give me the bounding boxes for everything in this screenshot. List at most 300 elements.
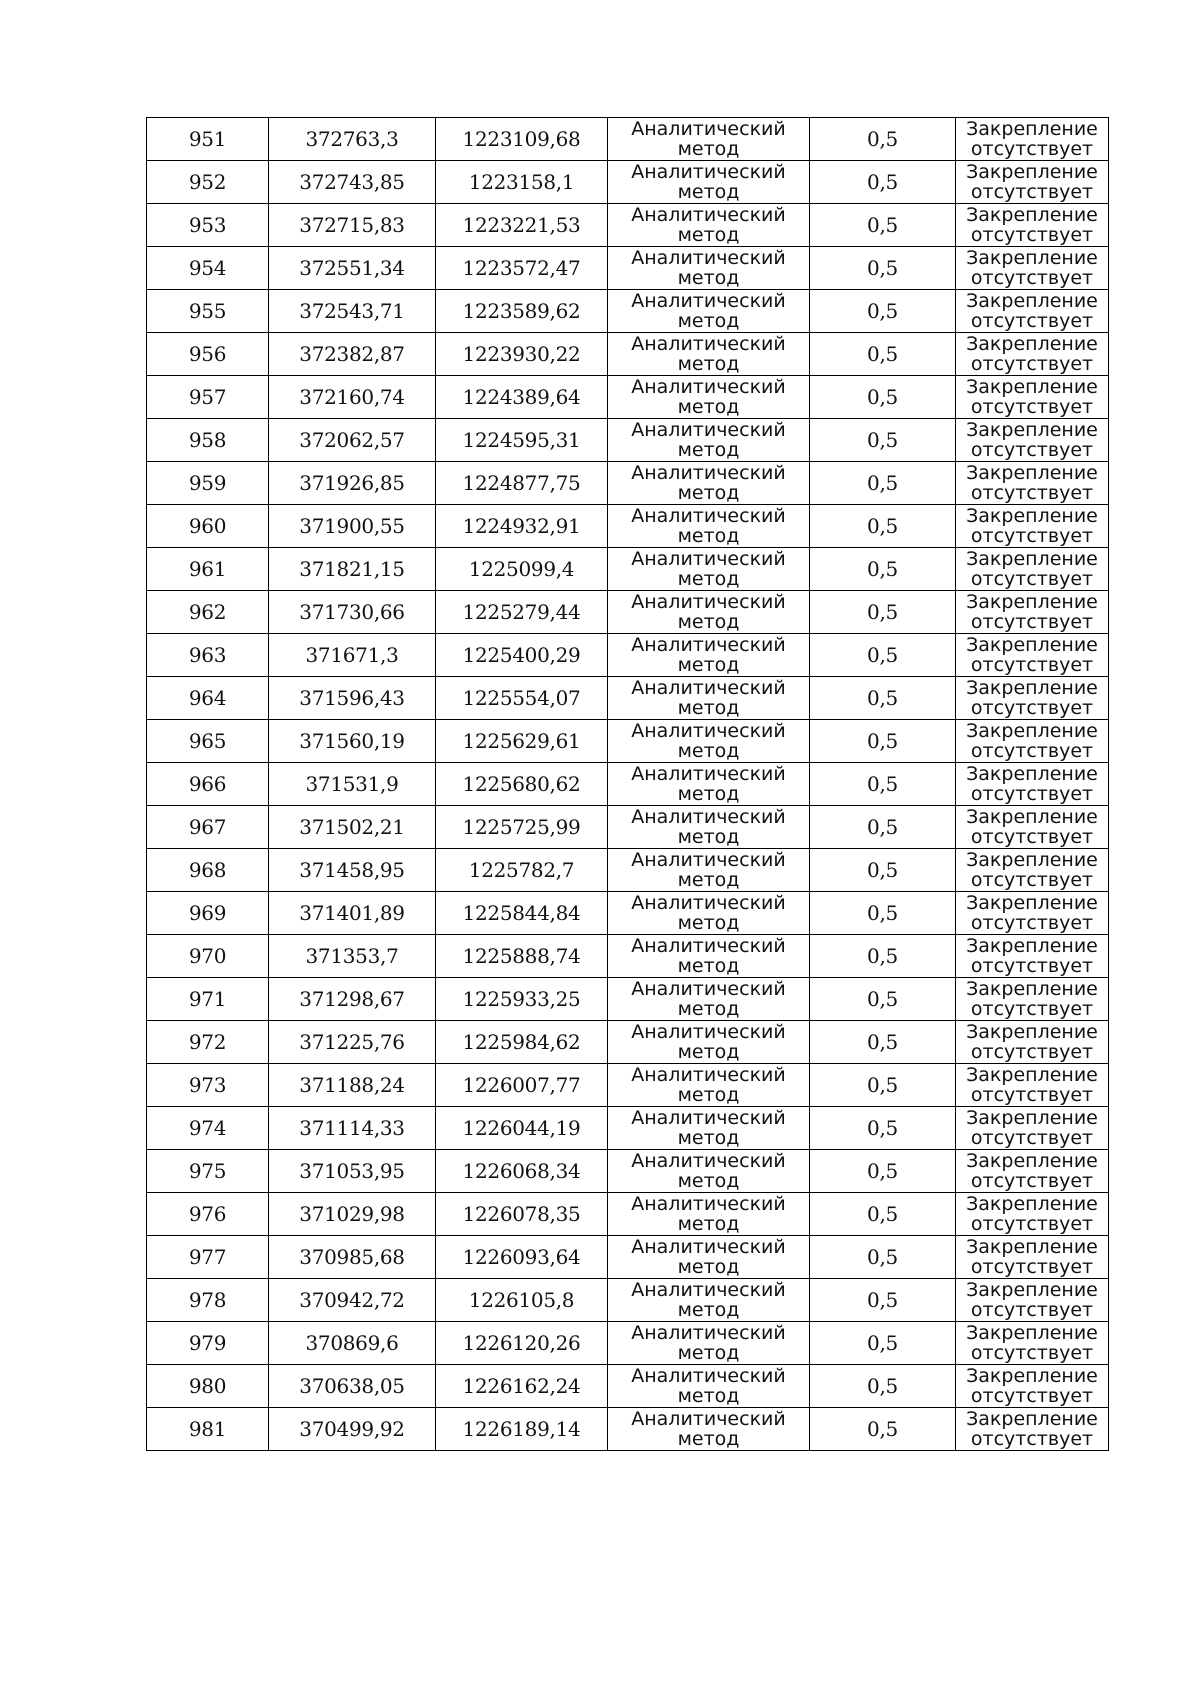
method-cell: [608, 1150, 810, 1193]
accuracy-cell: 0,5: [810, 1236, 956, 1279]
method-line-2: метод: [677, 1041, 740, 1063]
method-line-1: Аналитический: [631, 204, 786, 226]
point-number-cell: 974: [147, 1107, 269, 1150]
table-row: [147, 1365, 1109, 1408]
y-coordinate-cell: 1225844,84: [436, 892, 608, 935]
y-coordinate-cell: 1226068,34: [436, 1150, 608, 1193]
method-line-1: Аналитический: [631, 505, 786, 527]
method-cell: [608, 290, 810, 333]
method-cell: [608, 1236, 810, 1279]
method-line-1: Аналитический: [631, 1150, 786, 1172]
fixation-line-1: Закрепление: [966, 204, 1098, 226]
fixation-cell: [956, 247, 1109, 290]
fixation-line-2: отсутствует: [970, 267, 1094, 289]
y-coordinate-cell: 1226189,14: [436, 1408, 608, 1451]
table-row: [147, 1193, 1109, 1236]
y-coordinate-cell: 1225984,62: [436, 1021, 608, 1064]
method-line-2: метод: [677, 1385, 740, 1407]
x-coordinate-cell: 372551,34: [269, 247, 436, 290]
table-row: [147, 1408, 1109, 1451]
y-coordinate-cell: 1226044,19: [436, 1107, 608, 1150]
fixation-cell: [956, 849, 1109, 892]
x-coordinate-cell: 371458,95: [269, 849, 436, 892]
fixation-line-1: Закрепление: [966, 677, 1098, 699]
y-coordinate-cell: 1226007,77: [436, 1064, 608, 1107]
method-line-1: Аналитический: [631, 634, 786, 656]
method-cell: [608, 1408, 810, 1451]
method-line-2: метод: [677, 353, 740, 375]
method-line-2: метод: [677, 740, 740, 762]
table-row: [147, 1021, 1109, 1064]
method-line-2: метод: [677, 697, 740, 719]
fixation-line-1: Закрепление: [966, 1279, 1098, 1301]
method-cell: [608, 118, 810, 161]
fixation-cell: [956, 935, 1109, 978]
table-row: [147, 118, 1109, 161]
x-coordinate-cell: 371821,15: [269, 548, 436, 591]
fixation-cell: [956, 1193, 1109, 1236]
method-line-2: метод: [677, 439, 740, 461]
x-coordinate-cell: 370869,6: [269, 1322, 436, 1365]
fixation-cell: [956, 161, 1109, 204]
fixation-line-1: Закрепление: [966, 892, 1098, 914]
x-coordinate-cell: 370638,05: [269, 1365, 436, 1408]
fixation-line-1: Закрепление: [966, 1064, 1098, 1086]
x-coordinate-cell: 370985,68: [269, 1236, 436, 1279]
method-cell: [608, 1193, 810, 1236]
method-line-1: Аналитический: [631, 892, 786, 914]
y-coordinate-cell: 1223158,1: [436, 161, 608, 204]
method-line-1: Аналитический: [631, 290, 786, 312]
method-line-2: метод: [677, 1342, 740, 1364]
y-coordinate-cell: 1225888,74: [436, 935, 608, 978]
table-row: [147, 161, 1109, 204]
method-line-2: метод: [677, 1428, 740, 1450]
fixation-line-2: отсутствует: [970, 224, 1094, 246]
fixation-cell: [956, 1150, 1109, 1193]
table-row: [147, 1107, 1109, 1150]
point-number-cell: 960: [147, 505, 269, 548]
point-number-cell: 953: [147, 204, 269, 247]
x-coordinate-cell: 372715,83: [269, 204, 436, 247]
y-coordinate-cell: 1223109,68: [436, 118, 608, 161]
accuracy-cell: 0,5: [810, 806, 956, 849]
x-coordinate-cell: 371926,85: [269, 462, 436, 505]
x-coordinate-cell: 371353,7: [269, 935, 436, 978]
x-coordinate-cell: 371671,3: [269, 634, 436, 677]
method-line-2: метод: [677, 611, 740, 633]
fixation-line-1: Закрепление: [966, 419, 1098, 441]
y-coordinate-cell: 1223572,47: [436, 247, 608, 290]
table-row: [147, 247, 1109, 290]
y-coordinate-cell: 1225629,61: [436, 720, 608, 763]
method-cell: [608, 247, 810, 290]
method-cell: [608, 806, 810, 849]
x-coordinate-cell: 370942,72: [269, 1279, 436, 1322]
method-line-1: Аналитический: [631, 1193, 786, 1215]
fixation-cell: [956, 591, 1109, 634]
method-line-1: Аналитический: [631, 591, 786, 613]
fixation-line-1: Закрепление: [966, 935, 1098, 957]
fixation-cell: [956, 763, 1109, 806]
y-coordinate-cell: 1226162,24: [436, 1365, 608, 1408]
fixation-cell: [956, 419, 1109, 462]
fixation-line-2: отсутствует: [970, 611, 1094, 633]
fixation-line-1: Закрепление: [966, 290, 1098, 312]
method-line-2: метод: [677, 396, 740, 418]
fixation-line-2: отсутствует: [970, 654, 1094, 676]
y-coordinate-cell: 1223589,62: [436, 290, 608, 333]
y-coordinate-cell: 1225933,25: [436, 978, 608, 1021]
method-line-1: Аналитический: [631, 677, 786, 699]
point-number-cell: 957: [147, 376, 269, 419]
accuracy-cell: 0,5: [810, 892, 956, 935]
fixation-line-1: Закрепление: [966, 720, 1098, 742]
method-cell: [608, 1107, 810, 1150]
method-line-1: Аналитический: [631, 419, 786, 441]
table-row: [147, 720, 1109, 763]
method-cell: [608, 1279, 810, 1322]
x-coordinate-cell: 372062,57: [269, 419, 436, 462]
accuracy-cell: 0,5: [810, 1064, 956, 1107]
point-number-cell: 971: [147, 978, 269, 1021]
x-coordinate-cell: 371401,89: [269, 892, 436, 935]
method-line-1: Аналитический: [631, 1107, 786, 1129]
accuracy-cell: 0,5: [810, 763, 956, 806]
y-coordinate-cell: 1226120,26: [436, 1322, 608, 1365]
fixation-cell: [956, 978, 1109, 1021]
accuracy-cell: 0,5: [810, 333, 956, 376]
method-cell: [608, 419, 810, 462]
point-number-cell: 976: [147, 1193, 269, 1236]
point-number-cell: 979: [147, 1322, 269, 1365]
accuracy-cell: 0,5: [810, 290, 956, 333]
table-row: [147, 548, 1109, 591]
method-cell: [608, 1365, 810, 1408]
fixation-line-1: Закрепление: [966, 806, 1098, 828]
table-row: [147, 1064, 1109, 1107]
table-row: [147, 892, 1109, 935]
fixation-line-1: Закрепление: [966, 1408, 1098, 1430]
y-coordinate-cell: 1223930,22: [436, 333, 608, 376]
method-line-2: метод: [677, 1170, 740, 1192]
point-number-cell: 961: [147, 548, 269, 591]
y-coordinate-cell: 1224932,91: [436, 505, 608, 548]
point-number-cell: 969: [147, 892, 269, 935]
point-number-cell: 954: [147, 247, 269, 290]
table-row: [147, 290, 1109, 333]
fixation-cell: [956, 892, 1109, 935]
y-coordinate-cell: 1223221,53: [436, 204, 608, 247]
fixation-line-2: отсутствует: [970, 912, 1094, 934]
fixation-line-1: Закрепление: [966, 1365, 1098, 1387]
fixation-line-2: отсутствует: [970, 1084, 1094, 1106]
fixation-line-1: Закрепление: [966, 462, 1098, 484]
method-line-1: Аналитический: [631, 1064, 786, 1086]
table-row: [147, 806, 1109, 849]
x-coordinate-cell: 372743,85: [269, 161, 436, 204]
point-number-cell: 964: [147, 677, 269, 720]
method-line-1: Аналитический: [631, 1322, 786, 1344]
x-coordinate-cell: 371596,43: [269, 677, 436, 720]
method-line-1: Аналитический: [631, 376, 786, 398]
method-line-2: метод: [677, 826, 740, 848]
fixation-cell: [956, 677, 1109, 720]
method-line-1: Аналитический: [631, 462, 786, 484]
accuracy-cell: 0,5: [810, 849, 956, 892]
method-line-2: метод: [677, 998, 740, 1020]
fixation-line-2: отсутствует: [970, 1299, 1094, 1321]
method-line-2: метод: [677, 525, 740, 547]
y-coordinate-cell: 1225099,4: [436, 548, 608, 591]
method-cell: [608, 161, 810, 204]
x-coordinate-cell: 371053,95: [269, 1150, 436, 1193]
method-line-2: метод: [677, 912, 740, 934]
method-line-1: Аналитический: [631, 806, 786, 828]
fixation-cell: [956, 1408, 1109, 1451]
fixation-line-2: отсутствует: [970, 482, 1094, 504]
accuracy-cell: 0,5: [810, 247, 956, 290]
fixation-line-2: отсутствует: [970, 353, 1094, 375]
y-coordinate-cell: 1225279,44: [436, 591, 608, 634]
table-row: [147, 1322, 1109, 1365]
fixation-cell: [956, 333, 1109, 376]
accuracy-cell: 0,5: [810, 161, 956, 204]
table-row: [147, 376, 1109, 419]
accuracy-cell: 0,5: [810, 204, 956, 247]
x-coordinate-cell: 371298,67: [269, 978, 436, 1021]
accuracy-cell: 0,5: [810, 1365, 956, 1408]
fixation-line-2: отсутствует: [970, 740, 1094, 762]
x-coordinate-cell: 371560,19: [269, 720, 436, 763]
fixation-line-1: Закрепление: [966, 1193, 1098, 1215]
x-coordinate-cell: 371225,76: [269, 1021, 436, 1064]
fixation-line-2: отсутствует: [970, 1342, 1094, 1364]
fixation-line-2: отсутствует: [970, 826, 1094, 848]
table-body: [147, 118, 1109, 1451]
point-number-cell: 978: [147, 1279, 269, 1322]
fixation-cell: [956, 505, 1109, 548]
fixation-cell: [956, 1236, 1109, 1279]
x-coordinate-cell: 371114,33: [269, 1107, 436, 1150]
point-number-cell: 968: [147, 849, 269, 892]
fixation-line-2: отсутствует: [970, 1428, 1094, 1450]
fixation-cell: [956, 1064, 1109, 1107]
coordinates-table: [146, 117, 1109, 1451]
method-line-1: Аналитический: [631, 161, 786, 183]
fixation-cell: [956, 634, 1109, 677]
accuracy-cell: 0,5: [810, 1322, 956, 1365]
method-cell: [608, 935, 810, 978]
fixation-line-2: отсутствует: [970, 1041, 1094, 1063]
fixation-line-1: Закрепление: [966, 763, 1098, 785]
method-cell: [608, 333, 810, 376]
point-number-cell: 967: [147, 806, 269, 849]
x-coordinate-cell: 370499,92: [269, 1408, 436, 1451]
method-line-1: Аналитический: [631, 720, 786, 742]
point-number-cell: 956: [147, 333, 269, 376]
y-coordinate-cell: 1224595,31: [436, 419, 608, 462]
x-coordinate-cell: 372382,87: [269, 333, 436, 376]
method-line-2: метод: [677, 267, 740, 289]
fixation-line-1: Закрепление: [966, 505, 1098, 527]
fixation-line-1: Закрепление: [966, 333, 1098, 355]
fixation-line-2: отсутствует: [970, 955, 1094, 977]
fixation-line-1: Закрепление: [966, 634, 1098, 656]
method-cell: [608, 376, 810, 419]
accuracy-cell: 0,5: [810, 1408, 956, 1451]
point-number-cell: 951: [147, 118, 269, 161]
method-line-1: Аналитический: [631, 1236, 786, 1258]
method-line-1: Аналитический: [631, 1021, 786, 1043]
fixation-line-1: Закрепление: [966, 161, 1098, 183]
point-number-cell: 962: [147, 591, 269, 634]
point-number-cell: 981: [147, 1408, 269, 1451]
x-coordinate-cell: 371730,66: [269, 591, 436, 634]
y-coordinate-cell: 1224877,75: [436, 462, 608, 505]
fixation-cell: [956, 1365, 1109, 1408]
method-line-2: метод: [677, 568, 740, 590]
table-row: [147, 763, 1109, 806]
accuracy-cell: 0,5: [810, 1150, 956, 1193]
fixation-line-2: отсутствует: [970, 181, 1094, 203]
table-row: [147, 1236, 1109, 1279]
table-row: [147, 462, 1109, 505]
method-line-1: Аналитический: [631, 849, 786, 871]
fixation-cell: [956, 462, 1109, 505]
point-number-cell: 955: [147, 290, 269, 333]
fixation-line-2: отсутствует: [970, 998, 1094, 1020]
method-line-2: метод: [677, 138, 740, 160]
point-number-cell: 958: [147, 419, 269, 462]
accuracy-cell: 0,5: [810, 1193, 956, 1236]
fixation-cell: [956, 1279, 1109, 1322]
table-row: [147, 1150, 1109, 1193]
fixation-cell: [956, 720, 1109, 763]
fixation-line-2: отсутствует: [970, 138, 1094, 160]
fixation-line-2: отсутствует: [970, 869, 1094, 891]
accuracy-cell: 0,5: [810, 935, 956, 978]
method-line-2: метод: [677, 310, 740, 332]
point-number-cell: 963: [147, 634, 269, 677]
method-line-1: Аналитический: [631, 118, 786, 140]
method-line-1: Аналитический: [631, 1365, 786, 1387]
method-line-2: метод: [677, 1084, 740, 1106]
table-row: [147, 677, 1109, 720]
fixation-cell: [956, 290, 1109, 333]
fixation-cell: [956, 1021, 1109, 1064]
y-coordinate-cell: 1226078,35: [436, 1193, 608, 1236]
accuracy-cell: 0,5: [810, 376, 956, 419]
accuracy-cell: 0,5: [810, 591, 956, 634]
y-coordinate-cell: 1226093,64: [436, 1236, 608, 1279]
x-coordinate-cell: 371531,9: [269, 763, 436, 806]
table-row: [147, 505, 1109, 548]
fixation-line-2: отсутствует: [970, 783, 1094, 805]
method-line-1: Аналитический: [631, 548, 786, 570]
fixation-line-1: Закрепление: [966, 591, 1098, 613]
method-line-1: Аналитический: [631, 247, 786, 269]
fixation-line-1: Закрепление: [966, 118, 1098, 140]
method-cell: [608, 462, 810, 505]
fixation-line-2: отсутствует: [970, 1170, 1094, 1192]
method-line-2: метод: [677, 482, 740, 504]
method-line-1: Аналитический: [631, 1279, 786, 1301]
method-line-2: метод: [677, 1256, 740, 1278]
method-line-1: Аналитический: [631, 763, 786, 785]
y-coordinate-cell: 1226105,8: [436, 1279, 608, 1322]
table-row: [147, 591, 1109, 634]
fixation-line-1: Закрепление: [966, 1107, 1098, 1129]
method-line-2: метод: [677, 1213, 740, 1235]
table-row: [147, 634, 1109, 677]
x-coordinate-cell: 371029,98: [269, 1193, 436, 1236]
x-coordinate-cell: 372543,71: [269, 290, 436, 333]
fixation-cell: [956, 806, 1109, 849]
method-line-2: метод: [677, 181, 740, 203]
fixation-line-2: отсутствует: [970, 1385, 1094, 1407]
point-number-cell: 977: [147, 1236, 269, 1279]
table-row: [147, 978, 1109, 1021]
table-row: [147, 419, 1109, 462]
method-line-1: Аналитический: [631, 978, 786, 1000]
fixation-cell: [956, 118, 1109, 161]
fixation-line-1: Закрепление: [966, 1322, 1098, 1344]
x-coordinate-cell: 371502,21: [269, 806, 436, 849]
point-number-cell: 952: [147, 161, 269, 204]
fixation-line-2: отсутствует: [970, 1213, 1094, 1235]
method-line-2: метод: [677, 955, 740, 977]
fixation-cell: [956, 376, 1109, 419]
x-coordinate-cell: 371188,24: [269, 1064, 436, 1107]
fixation-cell: [956, 1322, 1109, 1365]
method-cell: [608, 1021, 810, 1064]
method-cell: [608, 849, 810, 892]
fixation-cell: [956, 548, 1109, 591]
method-cell: [608, 720, 810, 763]
method-line-2: метод: [677, 654, 740, 676]
fixation-line-1: Закрепление: [966, 1021, 1098, 1043]
fixation-line-2: отсутствует: [970, 568, 1094, 590]
point-number-cell: 965: [147, 720, 269, 763]
fixation-line-1: Закрепление: [966, 1150, 1098, 1172]
fixation-cell: [956, 1107, 1109, 1150]
method-cell: [608, 548, 810, 591]
accuracy-cell: 0,5: [810, 505, 956, 548]
fixation-line-2: отсутствует: [970, 396, 1094, 418]
point-number-cell: 975: [147, 1150, 269, 1193]
fixation-line-1: Закрепление: [966, 376, 1098, 398]
y-coordinate-cell: 1225554,07: [436, 677, 608, 720]
accuracy-cell: 0,5: [810, 419, 956, 462]
accuracy-cell: 0,5: [810, 118, 956, 161]
method-cell: [608, 505, 810, 548]
fixation-cell: [956, 204, 1109, 247]
y-coordinate-cell: 1225400,29: [436, 634, 608, 677]
method-cell: [608, 978, 810, 1021]
table-row: [147, 935, 1109, 978]
method-line-2: метод: [677, 224, 740, 246]
method-line-2: метод: [677, 869, 740, 891]
method-line-2: метод: [677, 1127, 740, 1149]
fixation-line-1: Закрепление: [966, 978, 1098, 1000]
fixation-line-2: отсутствует: [970, 697, 1094, 719]
method-line-1: Аналитический: [631, 1408, 786, 1430]
accuracy-cell: 0,5: [810, 1021, 956, 1064]
method-line-2: метод: [677, 783, 740, 805]
accuracy-cell: 0,5: [810, 1107, 956, 1150]
point-number-cell: 972: [147, 1021, 269, 1064]
